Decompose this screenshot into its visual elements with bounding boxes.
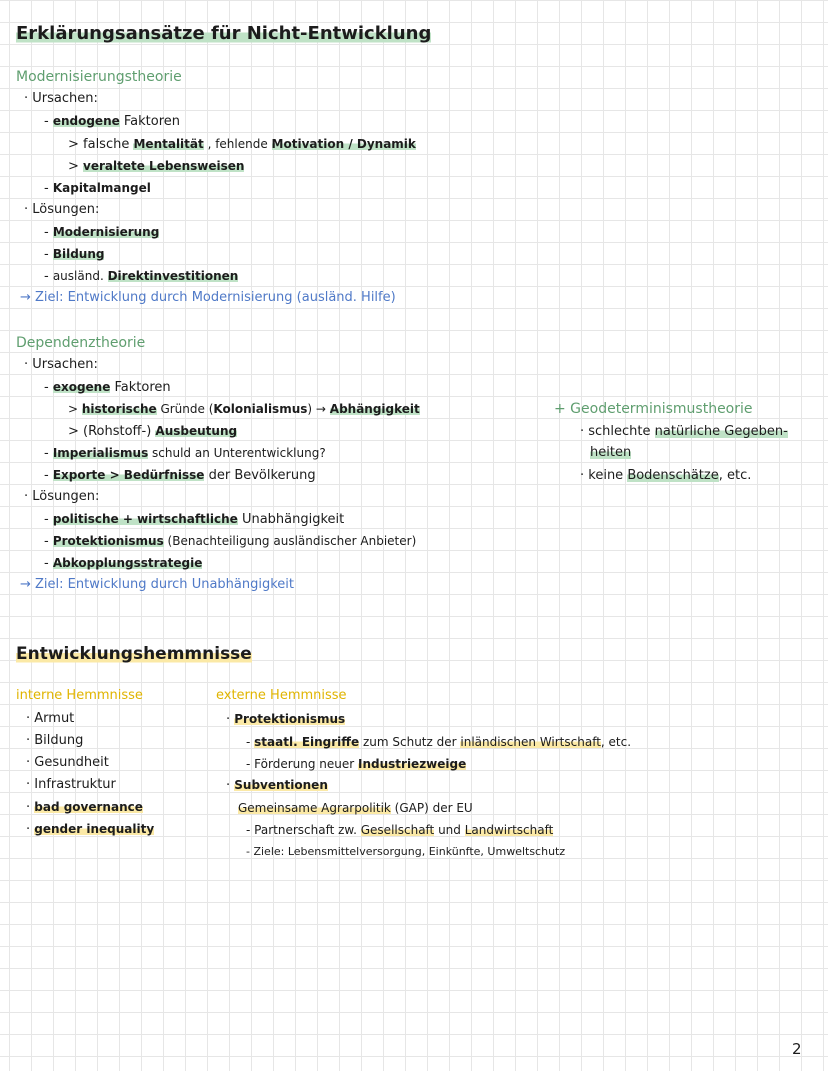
modernisierung-kapital-item: - Kapitalmangel bbox=[44, 181, 151, 196]
extern-subventionen: · Subventionen bbox=[226, 778, 328, 793]
extern-gap-sub1: - Partnerschaft zw. Gesellschaft und Landwirtschaft bbox=[246, 823, 554, 837]
hemmnisse-title-text: Entwicklungshemmnisse bbox=[16, 644, 252, 664]
intern-item-text: Infrastruktur bbox=[34, 777, 116, 792]
dependenz-sub2 bbox=[68, 422, 237, 441]
dep-ziel-prefix: → Ziel: Entwicklung durch bbox=[20, 577, 192, 592]
dependenz-sub1 bbox=[68, 400, 420, 418]
modernisierung-loesung-1: - Modernisierung bbox=[44, 225, 160, 240]
dep-ziel-rest: Unabhängigkeit bbox=[191, 577, 294, 592]
ziel-prefix: → Ziel: Entwicklung durch bbox=[20, 290, 192, 305]
p2-prefix: Förderung neuer bbox=[254, 757, 358, 771]
subventionen-highlight: Subventionen bbox=[234, 778, 328, 792]
exogen-highlight: exogene bbox=[52, 380, 111, 394]
inlaendische-wirtschaft-highlight: inländischen Wirtschaft bbox=[460, 735, 601, 749]
s1-prefix: > bbox=[68, 402, 82, 416]
modernisierung-ziel bbox=[20, 289, 396, 307]
exogen-rest: Faktoren bbox=[110, 380, 171, 395]
gap-rest: (GAP) der EU bbox=[390, 801, 473, 815]
extern-gap bbox=[238, 799, 473, 817]
imperialismus-rest: schuld an Unterentwicklung? bbox=[148, 446, 326, 460]
page-number: 2 bbox=[792, 1040, 802, 1058]
gesellschaft-highlight: Gesellschaft bbox=[360, 823, 435, 837]
l3-prefix: ausländ. bbox=[52, 269, 108, 283]
protektionismus-highlight: Protektionismus bbox=[52, 534, 164, 548]
endogen-rest: Faktoren bbox=[119, 114, 181, 129]
direktinvestitionen-highlight: Direktinvestitionen bbox=[107, 269, 239, 283]
hemmnisse-title bbox=[16, 642, 252, 666]
imperialismus-highlight: Imperialismus bbox=[52, 446, 149, 460]
dependenz-heading: Dependenztheorie bbox=[16, 335, 146, 351]
sub2-prefix: > bbox=[68, 159, 84, 174]
dependenz-loesung-2: - Protektionismus (Benachteiligung ausländischer Anbieter) bbox=[44, 534, 417, 549]
modernisierung-ursachen-label: · Ursachen: bbox=[24, 91, 98, 106]
abkopplung-highlight: Abkopplungsstrategie bbox=[52, 556, 203, 570]
extern-heading: externe Hemmnisse bbox=[216, 688, 347, 703]
p1-rest: , etc. bbox=[600, 735, 632, 749]
modernisierung-endogen-item: - endogene Faktoren bbox=[44, 114, 181, 129]
modernisierung-sub2 bbox=[68, 157, 244, 176]
endogen-highlight: endogene bbox=[52, 114, 120, 128]
dependenz-ziel bbox=[20, 576, 294, 594]
g1-mid: und bbox=[434, 823, 465, 837]
dependenz-loesung-1: - politische + wirtschaftliche Unabhängigkeit bbox=[44, 512, 345, 527]
intern-item-text: Gesundheit bbox=[34, 755, 109, 770]
motivation-highlight: Motivation / Dynamik bbox=[271, 137, 416, 151]
geo-b2-prefix: · keine bbox=[580, 468, 628, 483]
unabhaengigkeit-highlight: politische + wirtschaftliche bbox=[52, 512, 238, 526]
bildung-highlight: Bildung bbox=[52, 247, 105, 261]
intern-item-text: Armut bbox=[34, 711, 75, 726]
page-title bbox=[16, 22, 431, 46]
lebensweisen-highlight: veraltete Lebensweisen bbox=[83, 159, 245, 173]
s1-mid2: ) → bbox=[307, 402, 330, 416]
extern-protekt-highlight: Protektionismus bbox=[234, 712, 346, 726]
intern-item-armut: · Armut bbox=[26, 711, 75, 726]
l1-rest: Unabhängigkeit bbox=[237, 512, 345, 527]
industriezweige-highlight: Industriezweige bbox=[358, 757, 467, 771]
intern-item-gender: · gender inequality bbox=[26, 822, 155, 837]
governance-highlight: bad governance bbox=[34, 800, 143, 814]
dependenz-exporte-item: - Exporte > Bedürfnisse der Bevölkerung bbox=[44, 468, 316, 483]
modernisierung-loesung-2: - Bildung bbox=[44, 247, 105, 262]
geo-b1-prefix: · schlechte bbox=[580, 424, 655, 439]
intern-item-text: Bildung bbox=[34, 733, 84, 748]
gender-highlight: gender inequality bbox=[34, 822, 155, 836]
geo-bullet-1-line2 bbox=[590, 444, 631, 462]
dependenz-loesungen-label: · Lösungen: bbox=[24, 489, 100, 504]
mentalitaet-highlight: Mentalität bbox=[133, 137, 204, 151]
modernisierung-loesungen-label: · Lösungen: bbox=[24, 202, 100, 217]
intern-heading: interne Hemmnisse bbox=[16, 688, 143, 703]
kolonialismus-text: Kolonialismus bbox=[213, 402, 308, 416]
s2-prefix: > (Rohstoff-) bbox=[68, 424, 156, 439]
l2-rest: (Benachteiligung ausländischer Anbieter) bbox=[163, 534, 417, 548]
intern-item-bildung: · Bildung bbox=[26, 733, 84, 748]
geo-b1-line2: heiten bbox=[590, 445, 632, 460]
exporte-rest: der Bevölkerung bbox=[204, 468, 316, 483]
geo-bullet-2 bbox=[580, 467, 751, 485]
geo-b2-rest: , etc. bbox=[718, 468, 752, 483]
kapitalmangel-text: Kapitalmangel bbox=[52, 181, 151, 195]
intern-item-governance: · bad governance bbox=[26, 800, 143, 815]
gap-highlight: Gemeinsame Agrarpolitik bbox=[238, 801, 391, 815]
dependenz-ursachen-label: · Ursachen: bbox=[24, 357, 98, 372]
abhaengigkeit-highlight: Abhängigkeit bbox=[329, 402, 420, 416]
landwirtschaft-highlight: Landwirtschaft bbox=[464, 823, 554, 837]
extern-protekt: · Protektionismus bbox=[226, 712, 346, 727]
page-title-text: Erklärungsansätze für Nicht-Entwicklung bbox=[16, 23, 432, 44]
extern-protekt-sub2: - Förderung neuer Industriezweige bbox=[246, 757, 467, 771]
g1-prefix: Partnerschaft zw. bbox=[254, 823, 361, 837]
dependenz-imperialismus-item: - Imperialismus schuld an Unterentwicklung? bbox=[44, 446, 326, 461]
sub1-mid: , fehlende bbox=[203, 137, 272, 151]
dependenz-loesung-3: - Abkopplungsstrategie bbox=[44, 556, 203, 571]
ausbeutung-highlight: Ausbeutung bbox=[155, 424, 238, 438]
geo-bullet-1 bbox=[580, 423, 788, 441]
historische-highlight: historische bbox=[81, 402, 157, 416]
modernisierung-heading: Modernisierungstheorie bbox=[16, 69, 182, 85]
geo-b1-highlight: natürliche Gegeben- bbox=[654, 424, 788, 439]
geo-heading: + Geodeterminismustheorie bbox=[554, 401, 753, 417]
s1-mid: Gründe ( bbox=[156, 402, 214, 416]
modernisierung-highlight: Modernisierung bbox=[52, 225, 160, 239]
eingriffe-highlight: staatl. Eingriffe bbox=[254, 735, 360, 749]
extern-protekt-sub1: - staatl. Eingriffe zum Schutz der inländischen Wirtschaft, etc. bbox=[246, 735, 632, 749]
bodenschaetze-highlight: Bodenschätze bbox=[627, 468, 719, 483]
extern-gap-sub2: - Ziele: Lebensmittelversorgung, Einkünfte, Umweltschutz bbox=[246, 845, 566, 858]
intern-item-gesundheit: · Gesundheit bbox=[26, 755, 109, 770]
modernisierung-loesung-3: - ausländ. Direktinvestitionen bbox=[44, 269, 239, 284]
p1-mid: zum Schutz der bbox=[359, 735, 461, 749]
g2-text: Ziele: Lebensmittelversorgung, Einkünfte, Umweltschutz bbox=[253, 845, 566, 858]
sub1-prefix: > falsche bbox=[68, 137, 134, 152]
intern-item-infrastruktur: · Infrastruktur bbox=[26, 777, 116, 792]
exporte-highlight: Exporte > Bedürfnisse bbox=[52, 468, 205, 482]
modernisierung-sub1 bbox=[68, 135, 416, 154]
dependenz-exogen-item: - exogene Faktoren bbox=[44, 380, 171, 395]
ziel-rest: Modernisierung (ausländ. Hilfe) bbox=[191, 290, 396, 305]
